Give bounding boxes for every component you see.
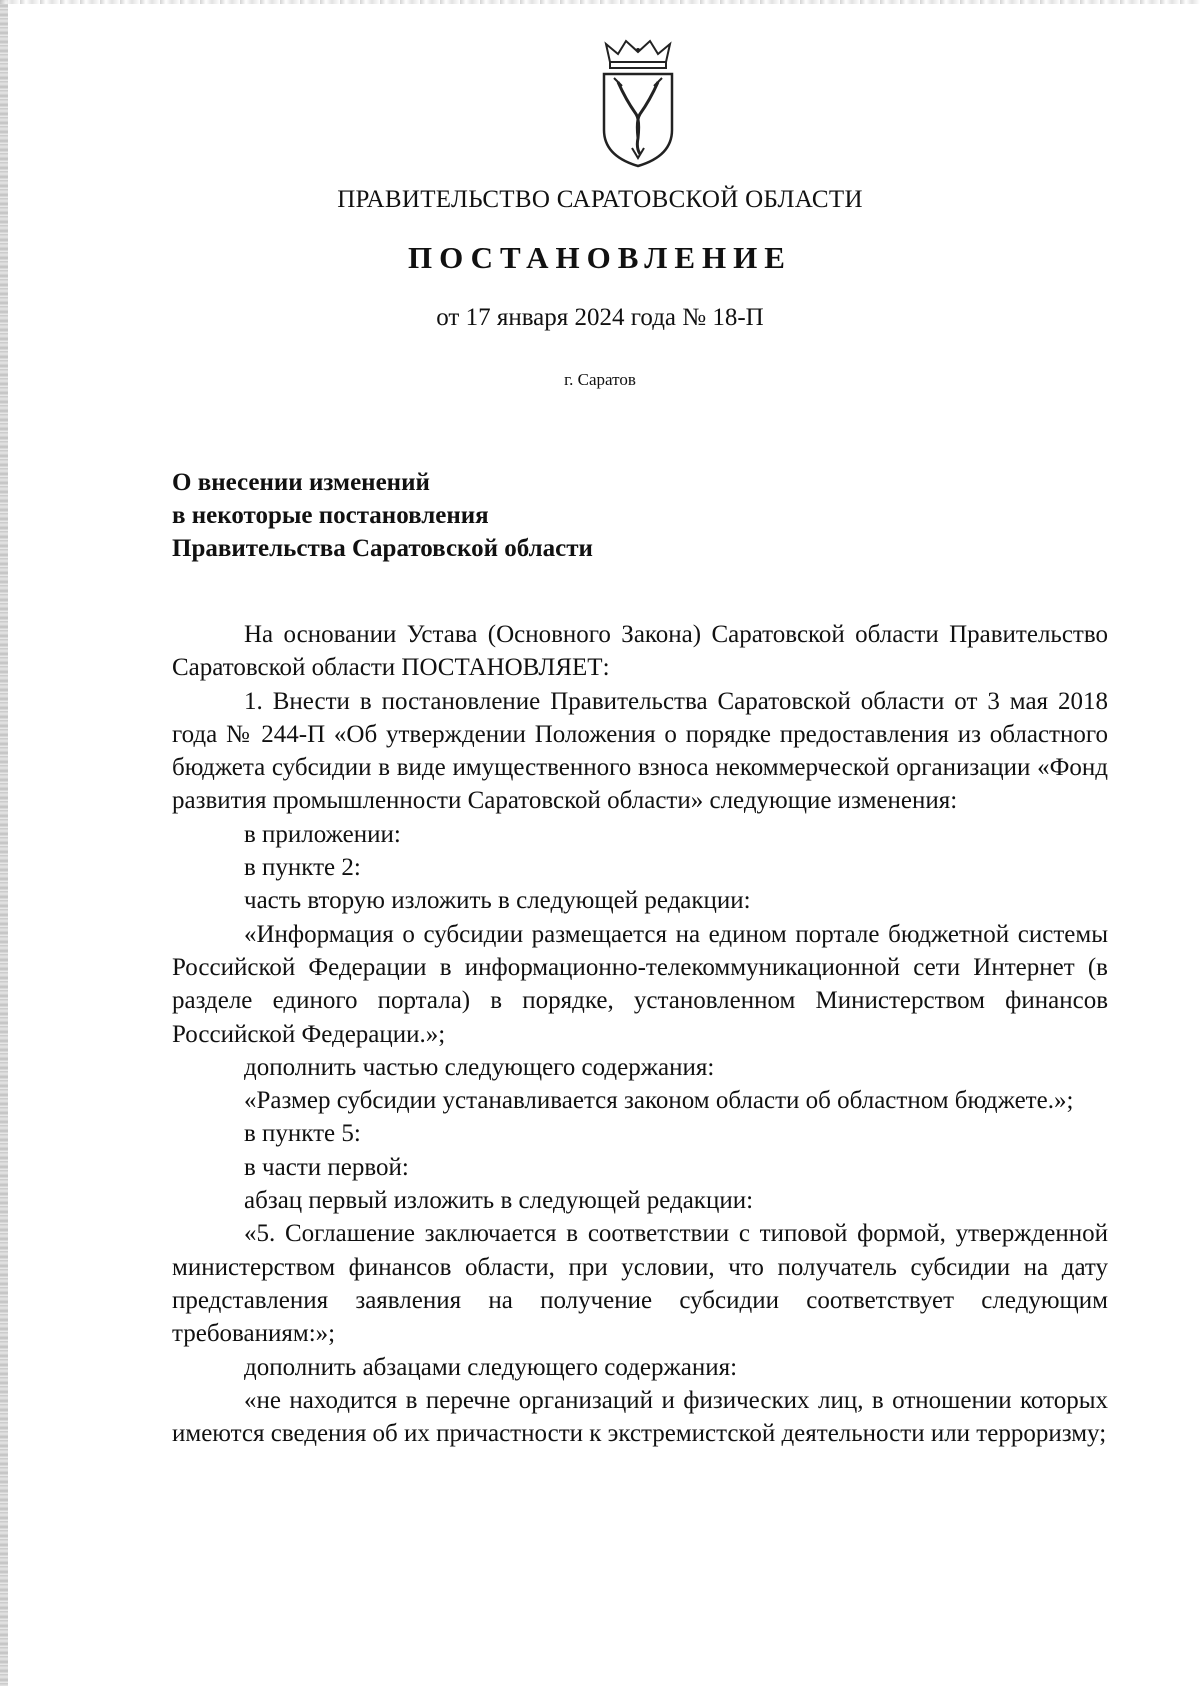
date-and-number: от 17 января 2024 года № 18-П	[436, 304, 764, 331]
paragraph: в части первой:	[244, 1153, 409, 1181]
paragraph: «Информация о субсидии размещается на едином портале бюджетной системы Российской Федерации в информационно-телекоммуникационной сети Интернет (в разделе единого портала) в порядке, установленном Министерством финансов Российской Федерации.»;	[172, 920, 1108, 1048]
paragraph: дополнить частью следующего содержания:	[244, 1053, 715, 1081]
government-name: ПРАВИТЕЛЬСТВО САРАТОВСКОЙ ОБЛАСТИ	[337, 186, 863, 213]
saratov-coat-of-arms-icon	[596, 38, 680, 168]
document-type: ПОСТАНОВЛЕНИЕ	[408, 240, 792, 275]
title-line: О внесении изменений	[172, 469, 430, 496]
paragraph: На основании Устава (Основного Закона) Саратовской области Правительство Саратовской области ПОСТАНОВЛЯЕТ:	[172, 621, 1108, 682]
paragraph: в пункте 5:	[244, 1120, 361, 1148]
paragraph: «не находится в перечне организаций и физических лиц, в отношении которых имеются сведения об их причастности к экстремистской деятельности или терроризму;	[172, 1386, 1108, 1448]
paragraph: «Размер субсидии устанавливается законом области об областном бюджете.»;	[244, 1087, 1074, 1115]
paragraph: «5. Соглашение заключается в соответствии с типовой формой, утвержденной министерством финансов области, при условии, что получатель субсидии на дату представления заявления на получение субсидии соответствует следующим требованиям:»;	[172, 1220, 1108, 1348]
title-line: Правительства Саратовской области	[172, 535, 593, 562]
document-title	[172, 466, 872, 565]
paragraph: в приложении:	[244, 820, 401, 848]
paragraph: часть вторую изложить в следующей редакции:	[244, 887, 751, 915]
title-line: в некоторые постановления	[172, 502, 489, 529]
city: г. Саратов	[564, 370, 636, 389]
paragraph: абзац первый изложить в следующей редакции:	[244, 1187, 754, 1215]
scan-edge-top	[0, 0, 1200, 4]
paragraph: 1. Внести в постановление Правительства Саратовской области от 3 мая 2018 года № 244-П «Об утверждении Положения о порядке предоставления из областного бюджета субсидии в виде имущественного взноса некоммерческой организации «Фонд развития промышленности Саратовской области» следующие изменения:	[172, 687, 1108, 815]
paragraph: в пункте 2:	[244, 854, 361, 882]
document-body	[172, 618, 1108, 1450]
paragraph: дополнить абзацами следующего содержания:	[244, 1353, 738, 1381]
